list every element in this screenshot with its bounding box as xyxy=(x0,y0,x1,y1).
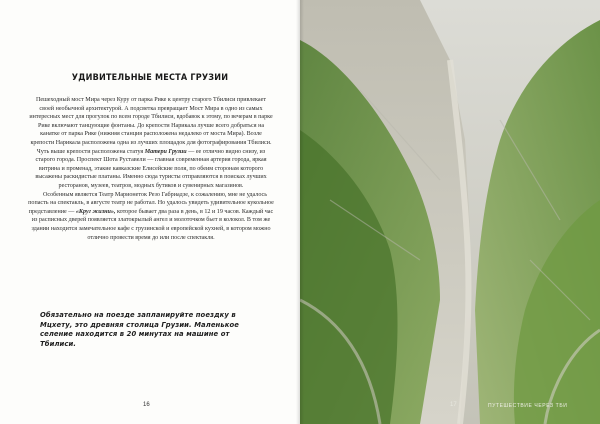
page-heading: УДИВИТЕЛЬНЫЕ МЕСТА ГРУЗИИ xyxy=(71,73,229,83)
paragraph-2-continuation: которое бывает два раза в день, в 12 и 19 часов. Каждый час из расписных дверей появляется златокрылый ангел и молоточком бьет в колокол. В том же здании находится замечательное кафе с грузинской и европейской кухней, в котором можно отлично провести время до или после спектакля. xyxy=(31,208,274,241)
page-number-left: 16 xyxy=(143,402,150,408)
paragraph-1-text: Пешеходный мост Мира через Куру от парка Рике к центру старого Тбилиси привлекает своей необычной архитектурой. А подсветка превращает Мост Мира в одно из самых интересных мест для прогулок по всем городе Тбилиси, вдобавок к этому, по вечерам в парке Рике включают танцующие фонтаны. До крепости Нарикала лучше всего добраться на канатке от парка Рике (нижняя станция расположена недалеко от моста Мира). Возле крепости Нарикала расположена одна из лучших площадок для фотографирования Тбилиси. Чуть выше крепости расположена статуя xyxy=(29,97,273,155)
handwritten-phrase-circle-of-life: «Круг жизни», xyxy=(75,208,116,215)
page-number-right: 17 xyxy=(450,402,457,408)
mountain-valley-image xyxy=(300,0,600,424)
paragraph-1 xyxy=(28,96,274,191)
handwritten-phrase-mother-of-georgia: Матери Грузии xyxy=(144,148,187,155)
paragraph-2 xyxy=(28,191,274,243)
paragraph-2-text: Особенным является Театр Марионеток Резо Габриадзе, к сожалению, мне не удалось попасть на спектакль, в августе театр не работал. Но удалось увидеть удивительное кукольное представление — xyxy=(28,191,274,215)
paragraph-1-continuation: — ее отлично видно снизу, из старого города. Проспект Шота Руставели — главная современная артерия города, яркая витрина и променад, этакие кавказские Елисейские поля, по обеим сторонам которого высажены раскидистые платаны. Именно сюда туристы отправляются в поисках лучших ресторанов, музеев, театров, модных бутиков и сувенирных магазинов. xyxy=(35,148,267,189)
running-footer: ПУТЕШЕСТВИЕ ЧЕРЕЗ ТБИ xyxy=(488,403,568,409)
right-page xyxy=(300,0,600,424)
book-gutter xyxy=(296,0,304,424)
handwritten-tip-note: Обязательно на поезде запланируйте поездку в Мцхету, это древняя столица Грузии. Маленькое селение находится в 20 минутах на машине от Тбилиси. xyxy=(40,311,239,348)
article-body xyxy=(28,96,274,242)
